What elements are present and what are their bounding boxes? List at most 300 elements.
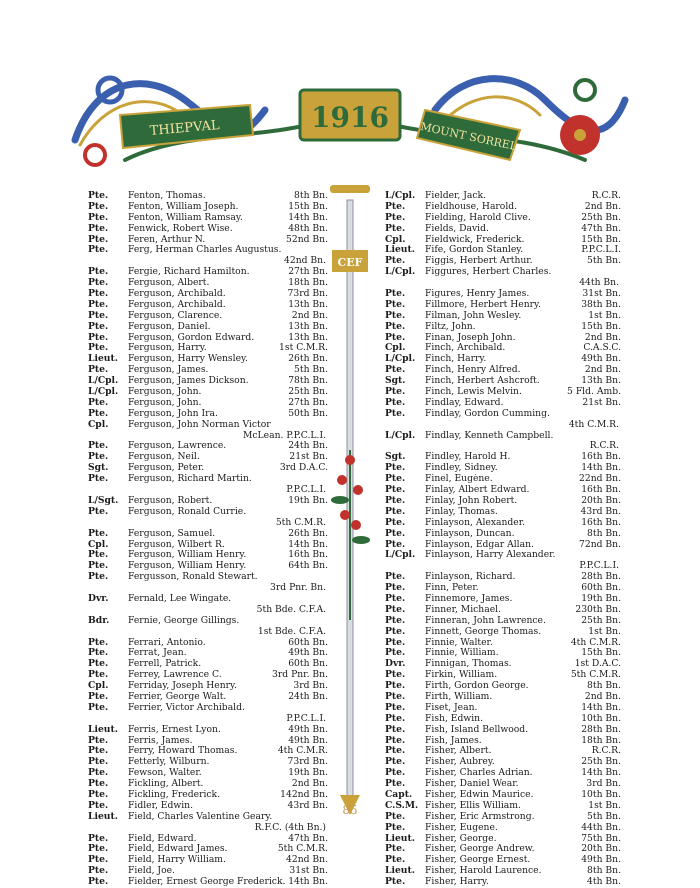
soldier-name: Figgis, Herbert Arthur. xyxy=(425,256,533,267)
soldier-name: Figures, Henry James. xyxy=(425,289,530,300)
rank: Cpl. xyxy=(88,538,109,550)
rank: Pte. xyxy=(88,799,109,811)
soldier-name: Fisher, George. xyxy=(425,833,497,844)
list-item xyxy=(385,529,621,540)
rank: Pte. xyxy=(385,288,406,300)
rank: Pte. xyxy=(88,244,109,256)
unit: 19th Bn. xyxy=(288,767,328,779)
unit xyxy=(619,267,621,278)
soldier-name: Finnett, George Thomas. xyxy=(425,626,542,637)
rank: Pte. xyxy=(385,636,406,648)
soldier-name: Finlayson, Harry Alexander. xyxy=(425,550,556,561)
unit: 26th Bn. xyxy=(288,527,328,539)
rank: Pte. xyxy=(88,832,109,844)
soldier-name: Fergusson, Ronald Stewart. xyxy=(128,572,258,583)
soldier-name: Field, Charles Valentine Geary. xyxy=(128,811,273,822)
unit: 27th Bn. xyxy=(288,396,328,408)
soldier-name: Ferguson, Harry Wensley. xyxy=(128,354,248,365)
unit: 15th Bn. xyxy=(581,320,621,332)
soldier-name: Fielder, Jack. xyxy=(425,191,487,201)
soldier-name: Ferguson, John. xyxy=(128,387,202,398)
list-item xyxy=(88,692,328,703)
soldier-name: Fisher, Harold Laurence. xyxy=(425,866,542,877)
unit: 2nd Bn. xyxy=(584,690,621,702)
unit xyxy=(326,572,328,583)
banner-left-label: THIEPVAL xyxy=(149,117,221,140)
soldier-name: Fiset, Jean. xyxy=(425,702,478,713)
soldier-name: Ferrey, Lawrence C. xyxy=(128,670,222,681)
soldier-name: Fisher, Eugene. xyxy=(425,822,498,833)
rank: Sgt. xyxy=(385,451,406,463)
soldier-name: Ferguson, Harry. xyxy=(128,343,207,354)
soldier-name: Finner, Michael. xyxy=(425,604,501,615)
list-item xyxy=(385,245,621,256)
soldier-name: Finch, Herbert Ashcroft. xyxy=(425,376,540,387)
unit: 19th Bn. xyxy=(581,592,621,604)
unit xyxy=(326,420,328,431)
rank: Pte. xyxy=(385,592,406,604)
soldier-name: Ferguson, Daniel. xyxy=(128,321,211,332)
soldier-name: Figgures, Herbert Charles. xyxy=(425,267,552,278)
unit: 8th Bn. xyxy=(587,865,621,877)
unit: 52nd Bn. xyxy=(286,233,328,245)
rank: Cpl. xyxy=(385,342,406,354)
unit: 10th Bn. xyxy=(581,788,621,800)
rank: Pte. xyxy=(88,854,109,866)
soldier-name: Fisher, Harry. xyxy=(425,877,489,888)
rank: Pte. xyxy=(385,712,406,724)
unit: 16th Bn. xyxy=(581,484,621,496)
rank: L/Cpl. xyxy=(385,549,416,561)
soldier-name: Fisher, George Ernest. xyxy=(425,855,531,866)
rank: Pte. xyxy=(88,266,109,278)
unit: 72nd Bn. xyxy=(579,538,621,550)
right-column xyxy=(385,191,621,888)
unit: 5th Bn. xyxy=(587,810,621,822)
rank: Pte. xyxy=(88,571,109,583)
unit: 24th Bn. xyxy=(288,440,328,452)
rank: Pte. xyxy=(385,701,406,713)
list-item xyxy=(385,725,621,736)
soldier-name: Findley, Harold H. xyxy=(425,452,511,463)
rank: Pte. xyxy=(385,625,406,637)
unit: 5th C.M.R. xyxy=(277,843,328,855)
rank: Pte. xyxy=(88,440,109,452)
flower-icon xyxy=(560,115,600,155)
rank: Bdr. xyxy=(88,614,110,626)
rank: L/Cpl. xyxy=(88,386,119,398)
unit-continuation: 42nd Bn. xyxy=(284,255,326,267)
rank: Pte. xyxy=(88,745,109,757)
unit: 73rd Bn. xyxy=(287,756,328,768)
soldier-name: Fenton, William Joseph. xyxy=(128,201,239,212)
unit-continuation: 1st Bde. C.F.A. xyxy=(257,625,326,637)
unit: 4th C.M.R. xyxy=(277,745,328,757)
unit: 78th Bn. xyxy=(288,375,328,387)
rank: Pte. xyxy=(385,527,406,539)
unit: 49th Bn. xyxy=(288,734,328,746)
unit xyxy=(326,474,328,485)
list-item xyxy=(88,235,328,246)
soldier-name: Finch, Henry Alfred. xyxy=(425,365,521,376)
unit: 31st Bn. xyxy=(582,288,621,300)
rank: Pte. xyxy=(88,277,109,289)
soldier-name: Ferguson, Peter. xyxy=(128,463,205,474)
rank: Dvr. xyxy=(88,592,109,604)
unit: 1st Bn. xyxy=(588,309,621,321)
rank: Pte. xyxy=(385,407,406,419)
soldier-name: Field, Joe. xyxy=(128,866,175,877)
rank: Pte. xyxy=(385,211,406,223)
unit: 2nd Bn. xyxy=(291,778,328,790)
unit xyxy=(326,616,328,627)
soldier-name: Finnie, Walter. xyxy=(425,637,493,648)
soldier-name: Ferguson, Gordon Edward. xyxy=(128,332,255,343)
rank: Pte. xyxy=(385,876,406,888)
rank: Pte. xyxy=(88,734,109,746)
soldier-name: Ferris, Ernest Lyon. xyxy=(128,724,221,735)
rank: Pte. xyxy=(385,331,406,343)
rank: Pte. xyxy=(385,745,406,757)
unit: 15th Bn. xyxy=(288,200,328,212)
rank: Pte. xyxy=(385,582,406,594)
soldier-name: Ferguson, John Ira. xyxy=(128,408,218,419)
unit: 49th Bn. xyxy=(288,723,328,735)
unit: 8th Bn. xyxy=(587,527,621,539)
soldier-name: Finneran, John Lawrence. xyxy=(425,615,546,626)
soldier-name: Fisher, Edwin Maurice. xyxy=(425,789,534,800)
soldier-name: Fickling, Albert. xyxy=(128,779,204,790)
unit: 3rd Bn. xyxy=(293,680,328,692)
unit: 25th Bn. xyxy=(581,211,621,223)
rank: Pte. xyxy=(385,200,406,212)
rank: Pte. xyxy=(385,386,406,398)
list-item xyxy=(385,866,621,877)
rank: Pte. xyxy=(385,723,406,735)
rank: Pte. xyxy=(88,690,109,702)
rank: Pte. xyxy=(88,669,109,681)
unit: 14th Bn. xyxy=(288,211,328,223)
unit xyxy=(619,409,621,420)
unit: 75th Bn. xyxy=(581,832,621,844)
unit: 18th Bn. xyxy=(581,734,621,746)
unit: 18th Bn. xyxy=(288,277,328,289)
soldier-name: Ferguson, Albert. xyxy=(128,278,210,289)
soldier-name: Ferguson, Wilbert R. xyxy=(128,539,225,550)
unit: 73rd Bn. xyxy=(287,288,328,300)
rank: Lieut. xyxy=(88,353,118,365)
soldier-name: Fieldhouse, Harold. xyxy=(425,201,518,212)
rank: Pte. xyxy=(385,320,406,332)
soldier-name: Field, Harry William. xyxy=(128,855,226,866)
soldier-name: Ferguson, Archibald. xyxy=(128,289,226,300)
unit: 3rd Pnr. Bn. xyxy=(272,669,328,681)
soldier-name: Finn, Peter. xyxy=(425,583,479,594)
soldier-name: Ferguson, Archibald. xyxy=(128,299,226,310)
unit: 10th Bn. xyxy=(581,712,621,724)
soldier-name: Finlayson, Duncan. xyxy=(425,528,515,539)
banner-right-label: MOUNT SORREL xyxy=(419,119,519,154)
rank: Pte. xyxy=(88,309,109,321)
soldier-name: Findlay, Edward. xyxy=(425,397,504,408)
soldier-name: Fernald, Lee Wingate. xyxy=(128,593,232,604)
soldier-name: Fenton, William Ramsay. xyxy=(128,212,243,223)
sword-divider xyxy=(325,180,375,820)
unit: 47th Bn. xyxy=(581,222,621,234)
list-item xyxy=(88,670,328,681)
soldier-name: Findley, Sidney. xyxy=(425,463,498,474)
soldier-name: Finch, Archibald. xyxy=(425,343,506,354)
rank: Lieut. xyxy=(385,244,415,256)
soldier-name: Ferry, Howard Thomas. xyxy=(128,746,238,757)
rank: Pte. xyxy=(88,407,109,419)
rank: L/Cpl. xyxy=(385,190,416,201)
soldier-name: Finnie, William. xyxy=(425,648,499,659)
unit-continuation: 5th Bde. C.F.A. xyxy=(256,603,326,615)
banner-year: 1916 xyxy=(311,101,389,134)
soldier-name: Ferriday, Joseph Henry. xyxy=(128,681,237,692)
rank: Pte. xyxy=(88,527,109,539)
rank: L/Cpl. xyxy=(88,375,119,387)
soldier-name: Fisher, Ellis William. xyxy=(425,800,521,811)
list-item xyxy=(88,224,328,235)
list-item xyxy=(88,866,328,877)
unit: 4th C.M.R. xyxy=(570,636,621,648)
rank: Cpl. xyxy=(88,418,109,430)
rank: Pte. xyxy=(88,222,109,234)
unit: 13th Bn. xyxy=(288,320,328,332)
soldier-name: Ferg, Herman Charles Augustus. xyxy=(128,245,282,256)
unit-continuation: 5th C.M.R. xyxy=(275,516,326,528)
unit-continuation: R.F.C. (4th Bn.) xyxy=(254,821,326,833)
unit-continuation: McLean. P.P.C.L.I. xyxy=(243,429,326,441)
rank: Sgt. xyxy=(88,462,109,474)
soldier-name: Fisher, George Andrew. xyxy=(425,844,535,855)
unit: 38th Bn. xyxy=(581,298,621,310)
soldier-name: Fielding, Harold Clive. xyxy=(425,212,531,223)
list-item xyxy=(385,855,621,866)
soldier-name: Feren, Arthur N. xyxy=(128,234,206,245)
list-item xyxy=(385,518,621,529)
unit xyxy=(326,245,328,256)
soldier-name: Ferguson, Lawrence. xyxy=(128,441,227,452)
rank: Pte. xyxy=(88,190,109,201)
soldier-name: Fetterly, Wilburn. xyxy=(128,757,210,768)
list-item xyxy=(385,224,621,235)
unit: 25th Bn. xyxy=(581,614,621,626)
rank: Lieut. xyxy=(88,723,118,735)
rank: Pte. xyxy=(385,767,406,779)
ornamental-banner xyxy=(65,60,635,180)
unit: 49th Bn. xyxy=(581,353,621,365)
unit: 3rd D.A.C. xyxy=(279,462,328,474)
rank: Sgt. xyxy=(385,375,406,387)
list-item xyxy=(385,877,621,888)
rank: Pte. xyxy=(88,288,109,300)
unit: 142nd Bn. xyxy=(280,788,328,800)
unit: 2nd Bn. xyxy=(584,331,621,343)
soldier-name: Fergie, Richard Hamilton. xyxy=(128,267,250,278)
soldier-name: Fenton, Thomas. xyxy=(128,191,206,201)
unit: 16th Bn. xyxy=(288,549,328,561)
soldier-name: Ferrier, George Walt. xyxy=(128,691,227,702)
unit: 15th Bn. xyxy=(581,233,621,245)
rank: Pte. xyxy=(385,690,406,702)
unit: 31st Bn. xyxy=(289,865,328,877)
soldier-name: Fish, Edwin. xyxy=(425,713,484,724)
soldier-name: Ferguson, Robert. xyxy=(128,495,213,506)
unit: R.C.R. xyxy=(591,190,621,201)
soldier-name: Ferrier, Victor Archibald. xyxy=(128,702,245,713)
unit: 16th Bn. xyxy=(581,516,621,528)
rank: Pte. xyxy=(385,843,406,855)
rank: Pte. xyxy=(385,298,406,310)
soldier-name: Fielder, Ernest George Frederick. xyxy=(128,877,286,888)
soldier-name: Finel, Eugène. xyxy=(425,474,493,485)
unit: 2nd Bn. xyxy=(291,309,328,321)
soldier-name: Finan, Joseph John. xyxy=(425,332,516,343)
rank: Pte. xyxy=(88,865,109,877)
unit: 24th Bn. xyxy=(288,690,328,702)
rank: Pte. xyxy=(88,636,109,648)
unit: 15th Bn. xyxy=(581,647,621,659)
soldier-name: Finlayson, Alexander. xyxy=(425,517,526,528)
rank: Pte. xyxy=(88,211,109,223)
list-item xyxy=(385,398,621,409)
rank: Pte. xyxy=(385,484,406,496)
rank: Pte. xyxy=(88,200,109,212)
unit: 14th Bn. xyxy=(581,701,621,713)
unit: 1st C.M.R. xyxy=(279,342,328,354)
unit: R.C.R. xyxy=(591,745,621,757)
soldier-name: Fisher, Daniel Wear. xyxy=(425,779,519,790)
list-item xyxy=(385,736,621,747)
unit-continuation: P.P.C.L.I. xyxy=(579,560,619,572)
soldier-name: Ferrat, Jean. xyxy=(128,648,187,659)
unit: 25th Bn. xyxy=(581,756,621,768)
rank: L/Sgt. xyxy=(88,494,119,506)
rank: Pte. xyxy=(88,331,109,343)
soldier-name: Ferguson, William Henry. xyxy=(128,561,247,572)
soldier-name: Fieldwick, Frederick. xyxy=(425,234,525,245)
soldier-name: Fisher, Charles Adrian. xyxy=(425,768,533,779)
list-item xyxy=(385,714,621,725)
rank: Pte. xyxy=(385,505,406,517)
list-item xyxy=(385,540,621,551)
rank: Pte. xyxy=(385,571,406,583)
rank: Lieut. xyxy=(88,810,118,822)
unit-continuation: R.C.R. xyxy=(589,440,619,452)
soldier-name: Firth, William. xyxy=(425,691,493,702)
soldier-name: Fenwick, Robert Wise. xyxy=(128,223,233,234)
unit: 5th C.M.R. xyxy=(570,669,621,681)
rank: Pte. xyxy=(88,778,109,790)
unit: 14th Bn. xyxy=(288,538,328,550)
soldier-name: Ferris, James. xyxy=(128,735,193,746)
unit: 20th Bn. xyxy=(581,494,621,506)
unit-continuation: 4th C.M.R. xyxy=(568,418,619,430)
unit: 14th Bn. xyxy=(581,462,621,474)
unit: 43rd Bn. xyxy=(580,505,621,517)
rank: Pte. xyxy=(88,647,109,659)
rank: Pte. xyxy=(88,658,109,670)
unit: 14th Bn. xyxy=(288,876,328,888)
unit: 27th Bn. xyxy=(288,266,328,278)
rank: Pte. xyxy=(385,309,406,321)
list-item xyxy=(385,300,621,311)
list-item xyxy=(88,877,328,888)
unit: 25th Bn. xyxy=(288,386,328,398)
soldier-name: Field, Edward James. xyxy=(128,844,228,855)
soldier-name: Finnigan, Thomas. xyxy=(425,659,512,670)
soldier-name: Ferguson, Clarence. xyxy=(128,310,223,321)
unit xyxy=(326,507,328,518)
unit: 4th Bn. xyxy=(587,876,621,888)
rank: Pte. xyxy=(88,342,109,354)
rank: Pte. xyxy=(88,364,109,376)
unit xyxy=(619,431,621,442)
soldier-name: Fillmore, Herbert Henry. xyxy=(425,299,541,310)
soldier-name: Fish, Island Bellwood. xyxy=(425,724,529,735)
rank: Pte. xyxy=(385,778,406,790)
unit: 48th Bn. xyxy=(288,222,328,234)
soldier-name: Ferguson, Richard Martin. xyxy=(128,474,252,485)
list-item xyxy=(385,616,621,627)
unit: 16th Bn. xyxy=(581,451,621,463)
unit: 5th Bn. xyxy=(587,255,621,267)
list-item xyxy=(88,561,328,572)
soldier-name: Filman, John Wesley. xyxy=(425,310,522,321)
soldier-name: Findlay, Gordon Cumming. xyxy=(425,408,550,419)
rank: Pte. xyxy=(385,854,406,866)
soldier-name: Ferguson, William Henry. xyxy=(128,550,247,561)
unit: 50th Bn. xyxy=(288,407,328,419)
unit: 19th Bn. xyxy=(288,494,328,506)
rank: Pte. xyxy=(385,473,406,485)
unit: 3rd Bn. xyxy=(586,778,621,790)
list-item xyxy=(385,322,621,333)
rank: Pte. xyxy=(385,462,406,474)
unit: 230th Bn. xyxy=(575,603,621,615)
unit: 8th Bn. xyxy=(587,680,621,692)
list-item xyxy=(88,496,328,507)
list-item xyxy=(88,322,328,333)
unit xyxy=(326,594,328,605)
unit: 21st Bn. xyxy=(582,396,621,408)
soldier-name: Finlayson, Richard. xyxy=(425,572,516,583)
rank: Pte. xyxy=(385,603,406,615)
rank: Pte. xyxy=(88,298,109,310)
soldier-name: Ferguson, Ronald Currie. xyxy=(128,506,247,517)
rank: Pte. xyxy=(385,669,406,681)
soldier-name: Finlay, Albert Edward. xyxy=(425,485,530,496)
unit: 1st D.A.C. xyxy=(574,658,621,670)
list-item xyxy=(385,627,621,638)
unit: 49th Bn. xyxy=(288,647,328,659)
rank: Dvr. xyxy=(385,658,406,670)
list-item xyxy=(88,616,328,627)
list-item xyxy=(88,354,328,365)
rank: Pte. xyxy=(385,222,406,234)
rank: Cpl. xyxy=(385,233,406,245)
rank: Pte. xyxy=(88,843,109,855)
rank: Capt. xyxy=(385,788,413,800)
unit: 28th Bn. xyxy=(581,723,621,735)
rank: Pte. xyxy=(88,756,109,768)
rank: Pte. xyxy=(88,549,109,561)
unit: 47th Bn. xyxy=(288,832,328,844)
rank: Pte. xyxy=(385,756,406,768)
